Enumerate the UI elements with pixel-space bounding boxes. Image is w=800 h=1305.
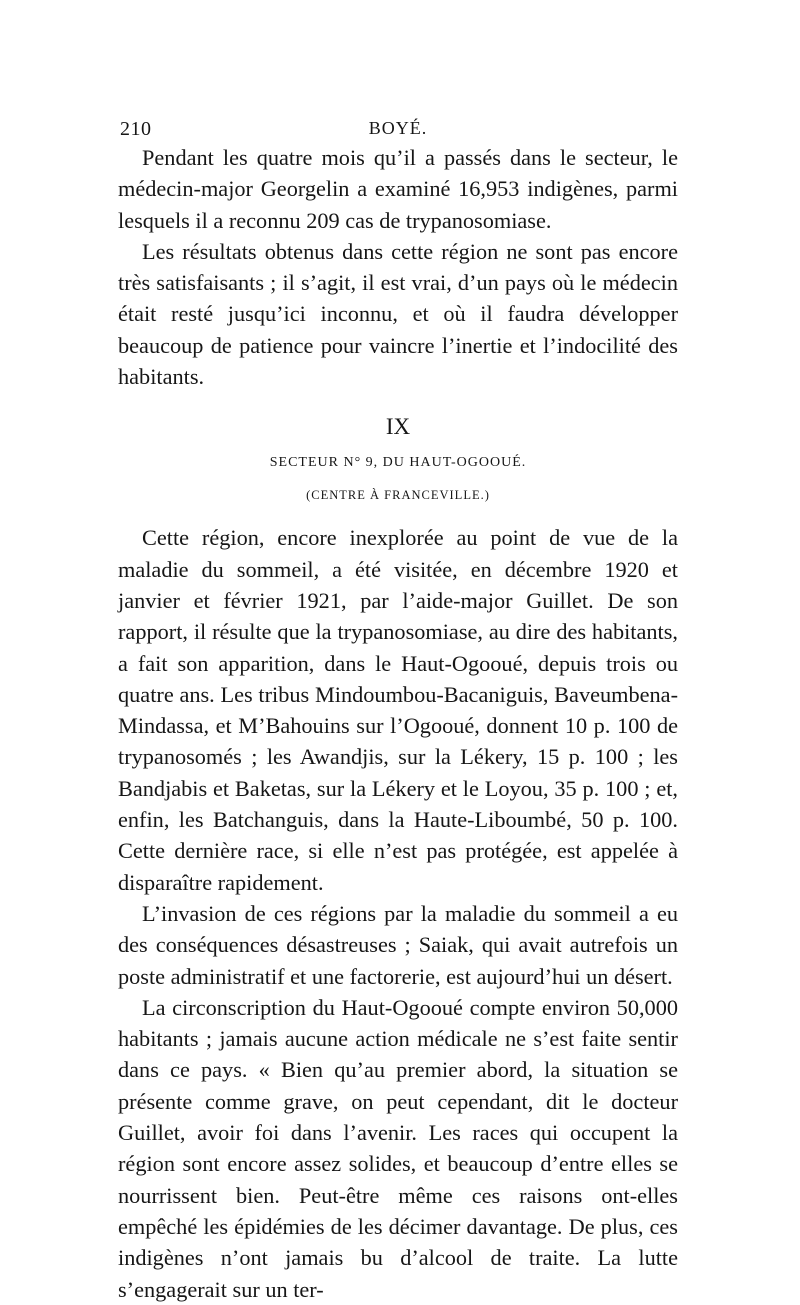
section-subheading: (CENTRE À FRANCEVILLE.): [306, 488, 490, 503]
book-page: [118, 108, 678, 1305]
paragraph: La circonscription du Haut-Ogooué compte environ 50,000 habitants ; jamais aucune action médicale ne s’est faite sentir dans ce pays. « Bien qu’au premier abord, la situation se présente comme grave, on peut cependant, dit le docteur Guillet, avoir foi dans l’avenir. Les races qui occupent la région sont encore assez solides, et beaucoup d’entre elles se nourrissent bien. Peut-être même ces raisons ont-elles empêché les épidémies de les décimer davantage. De plus, ces indigènes n’ont jamais bu d’alcool de traite. La lutte s’engagerait sur un ter-: [118, 994, 678, 1302]
paragraph: L’invasion de ces régions par la maladie du sommeil a eu des conséquences désastreuses ; Saiak, qui avait autrefois un poste administratif et une factorerie, est aujourd’hui un désert.: [118, 900, 678, 989]
running-title: BOYÉ.: [368, 118, 428, 138]
running-head: [118, 108, 678, 142]
paragraph: Les résultats obtenus dans cette région ne sont pas encore très satisfaisants ; il s’agit, il est vrai, d’un pays où le médecin était resté jusqu’ici inconnu, et où il faudra développer beaucoup de patience pour vaincre l’inertie et l’indocilité des habitants.: [118, 238, 678, 390]
page-number: 210: [120, 118, 152, 140]
section-heading: SECTEUR N° 9, DU HAUT-OGOOUÉ.: [269, 455, 527, 471]
section-numeral: IX: [385, 414, 411, 440]
paragraph: Pendant les quatre mois qu’il a passés dans le secteur, le médecin-major Georgelin a examiné 16,953 indigènes, parmi lesquels il a reconnu 209 cas de trypanosomiase.: [118, 145, 678, 233]
paragraph: Cette région, encore inexplorée au point de vue de la maladie du sommeil, a été visitée, en décembre 1920 et janvier et février 1921, par l’aide-major Guillet. De son rapport, il résulte que la trypanosomiase, au dire des habitants, a fait son apparition, dans le Haut-Ogooué, depuis trois ou quatre ans. Les tribus Mindoumbou-Bacaniguis, Baveumbena-Mindassa, et M’Bahouins sur l’Ogooué, donnent 10 p. 100 de trypanosomés ; les Awandjis, sur la Lékery, 15 p. 100 ; les Bandjabis et Baketas, sur la Lékery et le Loyou, 35 p. 100 ; et, enfin, les Batchanguis, dans la Haute-Liboumbé, 50 p. 100. Cette dernière race, si elle n’est pas protégée, est appelée à disparaître rapidement.: [118, 525, 678, 895]
